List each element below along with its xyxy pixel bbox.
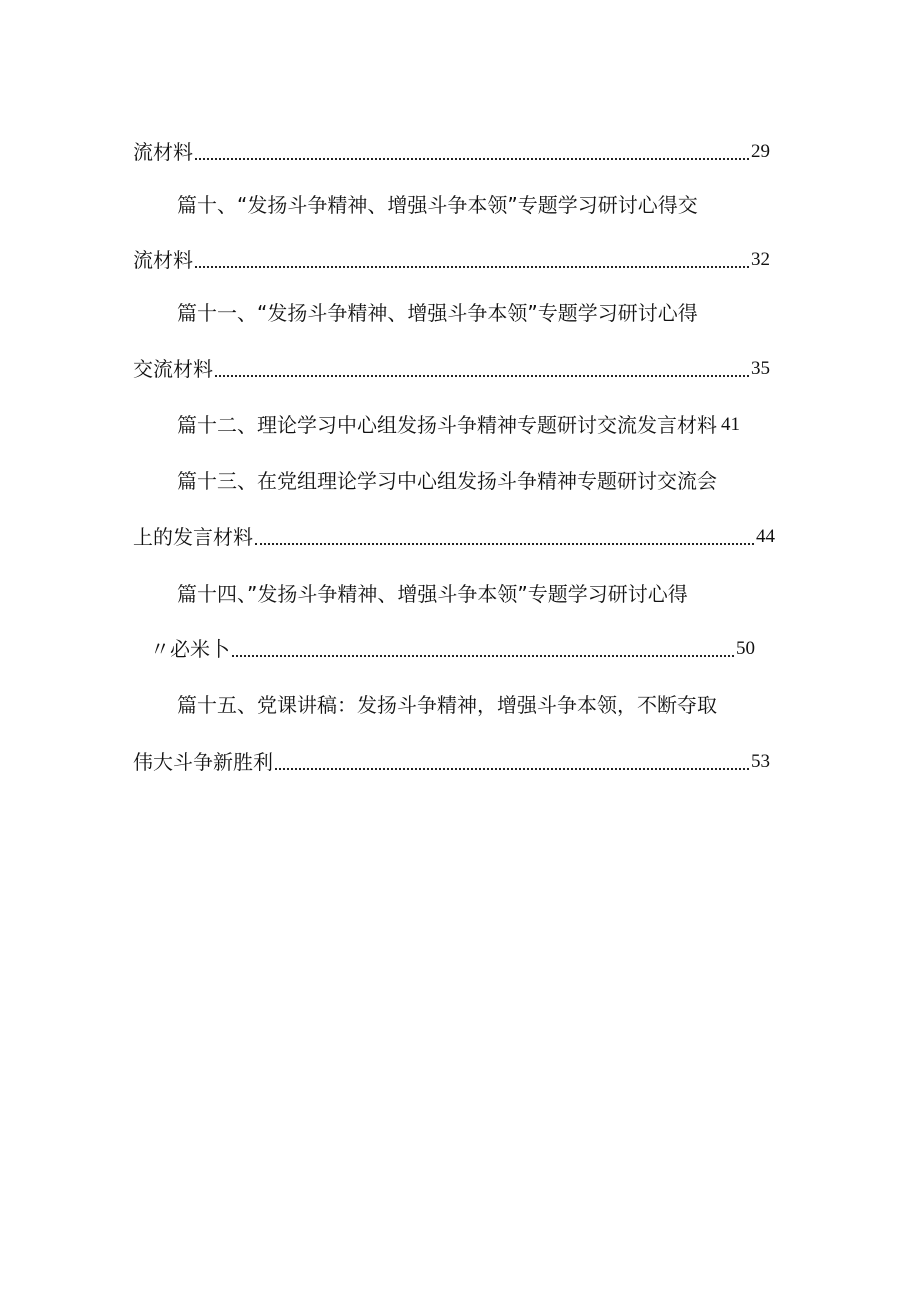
toc-entry-text: 〃必米卜 (150, 637, 230, 661)
toc-entry-text: 交流材料 (133, 357, 213, 381)
toc-entry-text: 上的发言材料 (133, 525, 253, 549)
toc-entry-14-tail (150, 634, 755, 664)
toc-entry-text: 篇十二、理论学习中心组发扬斗争精神专题研讨交流发言材料 (177, 413, 717, 437)
toc-page-number: 53 (751, 751, 770, 772)
toc-entry-text: 流材料 (133, 140, 193, 164)
toc-page-number: 44 (756, 526, 775, 547)
toc-page-number: 32 (751, 249, 770, 270)
toc-entry-10-heading: 篇十、“发扬斗争精神、增强斗争本领”专题学习研讨心得交 (177, 193, 698, 217)
toc-entry-15-tail (133, 747, 770, 777)
toc-entry-text: 流材料 (133, 248, 193, 272)
dot-leader (215, 375, 749, 377)
toc-entry-text: 伟大斗争新胜利 (133, 750, 273, 774)
toc-entry-9-tail (133, 137, 770, 167)
dot-leader (195, 158, 749, 160)
toc-page-number: 29 (751, 141, 770, 162)
dot-leader (255, 543, 754, 545)
toc-entry-11-tail (133, 354, 770, 384)
toc-entry-15-heading: 篇十五、党课讲稿：发扬斗争精神，增强斗争本领，不断夺取 (177, 693, 717, 717)
toc-entry-13-heading: 篇十三、在党组理论学习中心组发扬斗争精神专题研讨交流会 (177, 469, 717, 493)
toc-entry-13-tail (133, 522, 775, 552)
toc-entry-11-heading: 篇十一、“发扬斗争精神、增强斗争本领”专题学习研讨心得 (177, 301, 698, 325)
toc-page-number: 35 (751, 358, 770, 379)
toc-entry-12 (177, 410, 767, 440)
toc-entry-10-tail (133, 245, 770, 275)
dot-leader (275, 768, 749, 770)
toc-entry-14-heading: 篇十四、”发扬斗争精神、增强斗争本领”专题学习研讨心得 (177, 582, 688, 606)
dot-leader (232, 655, 734, 657)
dot-leader (195, 266, 749, 268)
toc-page-number: 41 (721, 414, 740, 435)
toc-page-number: 50 (736, 638, 755, 659)
